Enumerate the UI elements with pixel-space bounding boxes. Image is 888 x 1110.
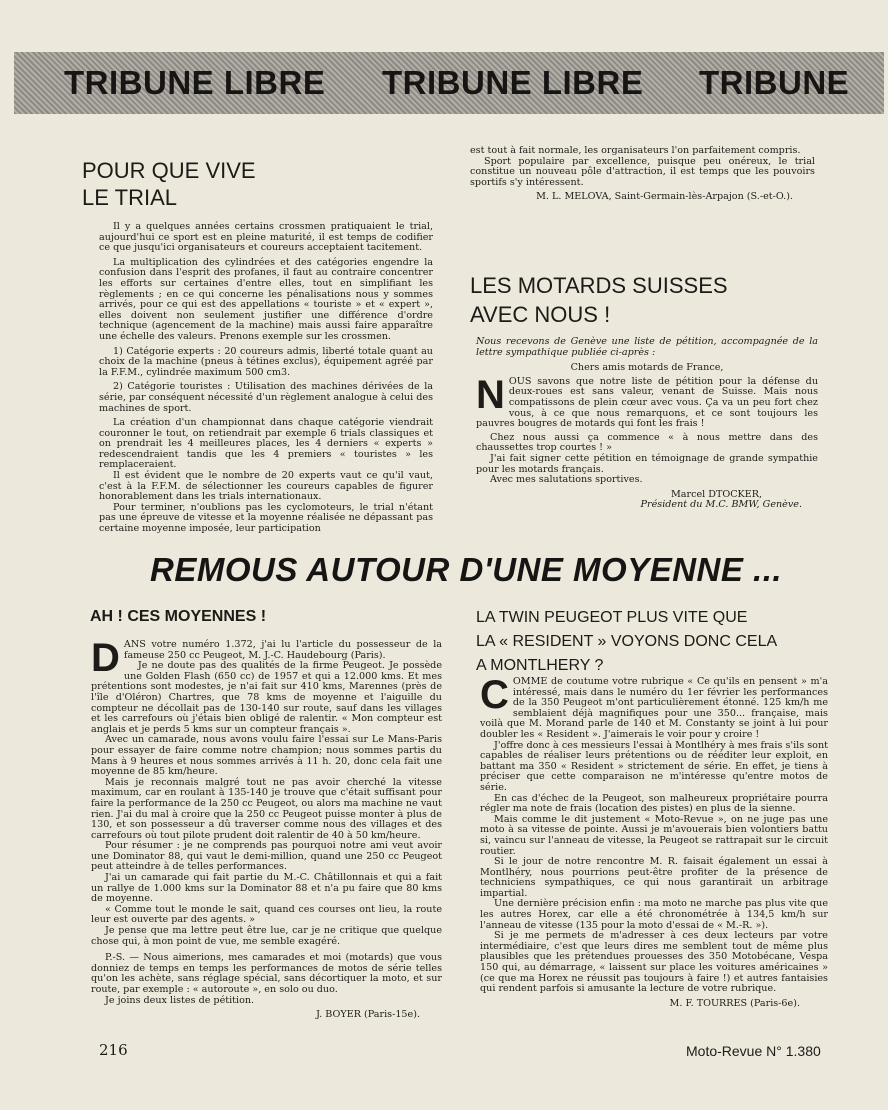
moyennes-paragraph: Je pense que ma lettre peut être lue, car je ne critique que quelque chose qui, à mon point de vue, me semble exagéré. bbox=[91, 925, 442, 947]
twin-paragraph: J'offre donc à ces messieurs l'essai à Montlhéry à mes frais s'ils sont capables de réaliser leurs prétentions ou de rééditer leur exploit, en battant ma 350 « Resident » strictement de série. En effet, je tiens à préciser que cette comparaison ne m'intéresse qu'entre motos de série. bbox=[480, 739, 828, 793]
main-title: REMOUS AUTOUR D'UNE MOYENNE ... bbox=[150, 551, 783, 588]
trial-paragraph: La création d'un championnat dans chaque catégorie viendrait couronner le tout, on retiendrait par exemple 6 trials classiques et on prendrait les 4 meilleures places, les 4 derniers « experts » redescendraient tandis que les 4 premiers « touristes » les remplaceraient. bbox=[99, 417, 433, 471]
suisses-paragraph: J'ai fait signer cette pétition en témoignage de grande sympathie pour les motards français. bbox=[476, 452, 818, 475]
moyennes-drop-cap: D bbox=[91, 636, 120, 680]
moyennes-paragraph: Mais je reconnais malgré tout ne pas avoir cherché la vitesse maximum, car en roulant à 135-140 je trouve que c'était suffisant pour faire la performance de la 250 cc Peugeot, ou alors ma machine ne vaut rien. J'ai du mal à croire que la 250 cc Peugeot puisse monter à plus de 130, et son possesseur a dû traverser comme nous des villages et des carrefours où tout pilote prudent doit ralentir de 40 à 50 km/heure. bbox=[91, 776, 442, 841]
trial-continuation-paragraph: est tout à fait normale, les organisateurs l'on parfaitement compris. bbox=[470, 145, 801, 156]
suisses-body bbox=[476, 337, 818, 511]
moyennes-signature: J. BOYER (Paris-15e). bbox=[316, 1009, 420, 1021]
twin-paragraph: En cas d'échec de la Peugeot, son malheureux propriétaire pourra régler ma note de frais (location des pistes) en plus de la sienne. bbox=[480, 792, 828, 815]
tribune-libre-banner bbox=[14, 52, 884, 114]
banner-text-3: TRIBUNE bbox=[699, 64, 850, 101]
moyennes-paragraph: Je ne doute pas des qualités de la firme Peugeot. Je possède une Golden Flash (650 cc) de 1957 et qui a 12.000 kms. Et mes prétentions sont modestes, je n'ai fait sur 410 kms, Marennes (près de l'île d'Oléron) Chartres, que 78 kms de moyenne et l'aiguille du compteur ne décollait pas de 130-140 sur route, sauf dans les villages et les carrefours où j'étais bien obligé de ralentir. « Mon compteur est anglais et je perds 5 kms sur un compteur français ». bbox=[91, 660, 442, 735]
moyennes-paragraph: Avec un camarade, nous avons voulu faire l'essai sur Le Mans-Paris pour essayer de faire comme notre champion; nous sommes partis du Mans à 9 heures et nous sommes arrivés à 11 h. 20, donc cela fait une moyenne de 85 km/heure. bbox=[91, 734, 442, 778]
moyennes-paragraph: Je joins deux listes de pétition. bbox=[105, 994, 255, 1006]
suisses-paragraph: OUS savons que notre liste de pétition pour la défense du deux-roues est sans valeur, venant de Suisse. Mais nous compatissons de plein cœur avec vous. Ça va un peu fort chez vous, à ce que nous remarquons, et ce sont toujours les pauvres bougres de motards qui font les frais ! bbox=[476, 375, 818, 430]
trial-paragraph: 1) Catégorie experts : 20 coureurs admis, liberté totale quant au choix de la machine (pneus à tétines exclus), équipement agréé par la F.F.M., cylindrée maximum 500 cm3. bbox=[99, 345, 433, 378]
moyennes-paragraph: ANS votre numéro 1.372, j'ai lu l'article du possesseur de la fameuse 250 cc Peugeot, M. J.-C. Haudebourg (Paris). bbox=[123, 639, 442, 661]
twin-title-line1: LA TWIN PEUGEOT PLUS VITE QUE bbox=[476, 609, 748, 626]
twin-body bbox=[480, 673, 828, 1009]
trial-paragraph: 2) Catégorie touristes : Utilisation des machines dérivées de la série, par conséquent nécessité d'un règlement analogue à celui des machines de sport. bbox=[99, 381, 433, 414]
moyennes-paragraph: J'ai un camarade qui fait partie du M.-C. Châtillonnais et qui a fait un rallye de 1.000 kms sur la Dominator 88 et n'a pu faire que 80 kms de moyenne. bbox=[91, 872, 442, 905]
moyennes-paragraph: « Comme tout le monde le sait, quand ces courses ont lieu, la route leur est ouverte par des agents. » bbox=[91, 903, 442, 926]
suisses-signature-name: Marcel DTOCKER, bbox=[670, 488, 762, 500]
suisses-signature-title: Président du M.C. BMW, Genève. bbox=[640, 499, 802, 511]
twin-paragraph: Si je me permets de m'adresser à ces deux lecteurs par votre intermédiaire, c'est que leurs dires me semblent tout de même plus plausibles que les prétendues prouesses des 350 Motobécane, Vespa 150 qui, au démarrage, « laissent sur place les voitures américaines » (ce que ma Horex ne réussit pas toujours à faire !) et autres fantaisies qui rendent parfois si amusante la lecture de votre rubrique. bbox=[480, 930, 828, 995]
banner-text-2: TRIBUNE LIBRE bbox=[382, 64, 644, 101]
trial-paragraph: Il est évident que le nombre de 20 experts vaut ce qu'il vaut, c'est à la F.F.M. de sélectionner les coureurs capables de figurer honorablement dans les trials internationaux. bbox=[99, 470, 433, 503]
trial-body bbox=[99, 222, 433, 535]
suisses-drop-cap: N bbox=[476, 372, 505, 417]
suisses-paragraph: Avec mes salutations sportives. bbox=[490, 474, 643, 486]
magazine-issue: Moto-Revue N° 1.380 bbox=[686, 1043, 821, 1059]
twin-paragraph: Une dernière précision enfin : ma moto ne marche pas plus vite que les autres Horex, car elle a été chronométrée à 134,5 km/h sur l'anneau de vitesse (135 pour la moto d'essai de « M.-R. »). bbox=[480, 898, 828, 931]
twin-paragraph: Mais comme le dit justement « Moto-Revue », on ne juge pas une moto à sa vitesse de pointe. Aussi je m'avouerais bien volontiers battu si, vaincu sur l'anneau de vitesse, la Peugeot se rattrapait sur le circuit routier. bbox=[480, 813, 828, 857]
page-number: 216 bbox=[99, 1041, 128, 1059]
twin-paragraph: OMME de coutume votre rubrique « Ce qu'ils en pensent » m'a intéressé, mais dans le numéro du 1er février les performances de la 350 Peugeot m'ont particulièrement étonné. 125 km/h me semblaient déjà magnifiques pour une 350... française, mais voilà que M. Morand parle de 140 et M. Constanty se joint à lui pour doubler les « Resident ». J'aimerais le voir pour y croire ! bbox=[480, 676, 828, 740]
suisses-intro: Nous recevons de Genève une liste de pétition, accompagnée de la lettre sympathique publiée ci-après : bbox=[476, 336, 818, 358]
suisses-salutation: Chers amis motards de France, bbox=[570, 362, 724, 374]
trial-title-line2: LE TRIAL bbox=[82, 185, 177, 210]
trial-paragraph: Il y a quelques années certains crossmen pratiquaient le trial, aujourd'hui ce sport est en pleine maturité, il est temps de codifier ce que jusqu'ici organisateurs et coureurs acceptaient tacitement. bbox=[99, 221, 433, 254]
twin-signature: M. F. TOURRES (Paris-6e). bbox=[669, 997, 800, 1009]
twin-paragraph: Si le jour de notre rencontre M. R. faisait également un essai à Montlhéry, nous pourrions peut-être profiter de la présence de techniciens sympathiques, ce qui nous garantirait un arbitrage impartial. bbox=[480, 856, 828, 899]
moyennes-title bbox=[90, 608, 430, 626]
suisses-title bbox=[470, 271, 830, 329]
twin-drop-cap: C bbox=[480, 673, 509, 717]
trial-paragraph: La multiplication des cylindrées et des catégories engendre la confusion dans l'esprit des profanes, il faut au contraire concentrer les efforts sur certaines d'entre elles, tout en simplifiant les règlements ; en ce qui concerne les pénalisations nous y sommes arrivés, pour ce qui est des appellations « touriste » et « expert », elles doivent non seulement justifier une différence d'ordre technique (agencement de la machine) mais aussi faire apparaître une échelle des valeurs. Prenons exemple sur les crossmen. bbox=[99, 256, 433, 342]
moyennes-paragraph: Pour résumer : je ne comprends pas pourquoi notre ami veut avoir une Dominator 88, qui vaut le demi-million, quand une 250 cc Peugeot peut atteindre à de telles performances. bbox=[91, 840, 442, 873]
suisses-paragraph: Chez nous aussi ça commence « à nous mettre dans des chaussettes trop courtes ! » bbox=[476, 431, 818, 454]
moyennes-body bbox=[91, 636, 442, 1021]
trial-title bbox=[82, 157, 442, 211]
twin-title-line2: LA « RESIDENT » VOYONS DONC CELA bbox=[476, 633, 778, 650]
twin-title bbox=[476, 606, 836, 678]
trial-continuation bbox=[470, 146, 815, 203]
moyennes-title-text: AH ! CES MOYENNES ! bbox=[90, 608, 267, 625]
suisses-title-line2: AVEC NOUS ! bbox=[470, 302, 611, 327]
twin-title-line3: A MONTLHERY ? bbox=[476, 657, 604, 674]
trial-continuation-paragraph: Sport populaire par excellence, puisque peu onéreux, le trial constitue un nouveau pôle d'attraction, il est temps que les pouvoirs sportifs s'y intéressent. bbox=[470, 155, 815, 188]
trial-title-line1: POUR QUE VIVE bbox=[82, 158, 256, 183]
moyennes-paragraph: P.-S. — Nous aimerions, mes camarades et moi (motards) que vous donniez de temps en temps les performances de motos de série telles qu'on les achète, sans réglage spécial, sans décortiquer la moto, et sur route, par exemple : « autoroute », en solo ou duo. bbox=[91, 952, 442, 995]
banner-text-1: TRIBUNE LIBRE bbox=[64, 64, 326, 101]
trial-paragraph: Pour terminer, n'oublions pas les cyclomoteurs, le trial n'étant pas une épreuve de vitesse et la moyenne réalisée ne dépassant pas certaine moyenne imposée, leur participation bbox=[99, 501, 433, 535]
trial-signature: M. L. MELOVA, Saint-Germain-lès-Arpajon (S.-et-O.). bbox=[536, 191, 793, 203]
suisses-title-line1: LES MOTARDS SUISSES bbox=[470, 273, 728, 298]
